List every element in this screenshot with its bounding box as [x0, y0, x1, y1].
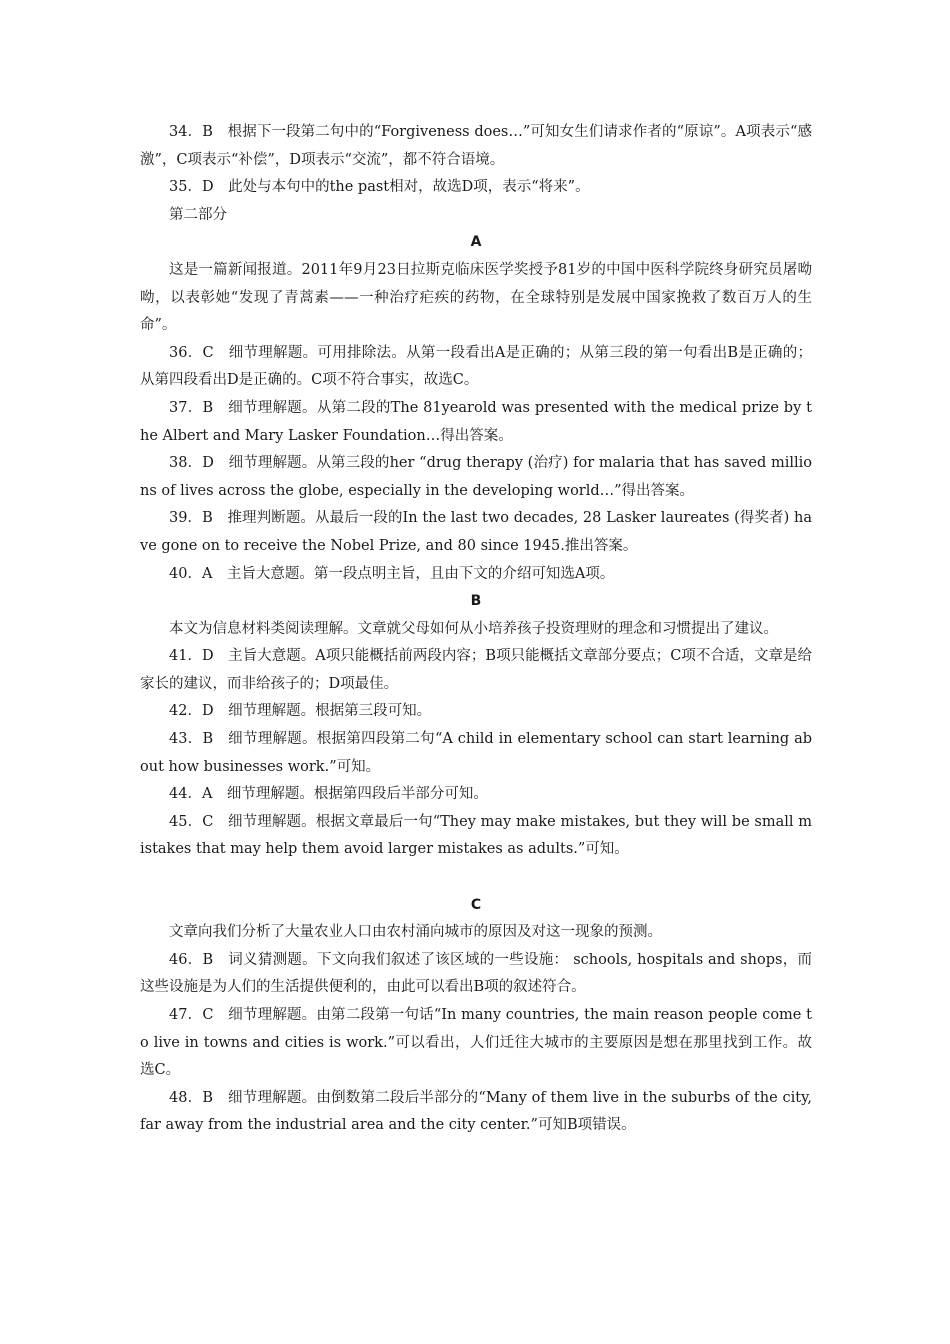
answer-48: 48．B 细节理解题。由倒数第二段后半部分的“Many of them live in the suburbs of the city, far away from the industrial area and the city center.”可知B项错误。: [140, 1089, 812, 1134]
answer-key-body: [140, 119, 812, 1140]
answer-40: 40．A 主旨大意题。第一段点明主旨，且由下文的介绍可知选A项。: [169, 565, 615, 582]
section-a-intro: 这是一篇新闻报道。2011年9月23日拉斯克临床医学奖授予81岁的中国中医科学院终身研究员屠呦呦，以表彰她“发现了青蒿素——一种治疗疟疾的药物，在全球特别是发展中国家挽救了数百万人的生命”。: [140, 261, 812, 334]
answer-42: 42．D 细节理解题。根据第三段可知。: [169, 703, 432, 720]
section-c-heading: C: [470, 896, 482, 913]
answer-36: 36．C 细节理解题。可用排除法。从第一段看出A是正确的；从第三段的第一句看出B是正确的；从第四段看出D是正确的。C项不符合事实，故选C。: [140, 344, 812, 389]
answer-35: 35．D 此处与本句中的the past相对，故选D项，表示“将来”。: [169, 179, 590, 196]
answer-34: 34．B 根据下一段第二句中的“Forgiveness does…”可知女生们请求作者的“原谅”。A项表示“感激”，C项表示“补偿”，D项表示“交流”，都不符合语境。: [140, 124, 812, 168]
answer-38: 38．D 细节理解题。从第三段的her “drug therapy (治疗) for malaria that has saved millions of lives across the globe, especially in the developing world…”得出答案。: [140, 455, 812, 499]
answer-43: 43．B 细节理解题。根据第四段第二句“A child in elementary school can start learning about how businesses work.”可知。: [140, 731, 812, 775]
answer-47: 47．C 细节理解题。由第二段第一句话“In many countries, the main reason people come to live in towns and cities is work.”可以看出，人们迁往大城市的主要原因是想在那里找到工作。故选C。: [140, 1007, 812, 1079]
section-b-intro: 本文为信息材料类阅读理解。文章就父母如何从小培养孩子投资理财的理念和习惯提出了建议。: [169, 620, 778, 637]
section-c-intro: 文章向我们分析了大量农业人口由农村涌向城市的原因及对这一现象的预测。: [169, 924, 662, 941]
section-a-heading: A: [470, 234, 482, 251]
part-two-label: 第二部分: [169, 206, 227, 223]
section-gap: [140, 864, 812, 892]
answer-37: 37．B 细节理解题。从第二段的The 81yearold was presented with the medical prize by the Albert and Mary Lasker Foundation…得出答案。: [140, 399, 812, 444]
answer-39: 39．B 推理判断题。从最后一段的In the last two decades, 28 Lasker laureates (得奖者) have gone on to receive the Nobel Prize, and 80 since 1945.推出答案。: [140, 510, 812, 554]
answer-44: 44．A 细节理解题。根据第四段后半部分可知。: [169, 786, 488, 803]
answer-46: 46．B 词义猜测题。下文向我们叙述了该区域的一些设施： schools, hospitals and shops，而这些设施是为人们的生活提供便利的，由此可以看出B项的叙述符合。: [140, 951, 812, 996]
section-b-heading: B: [470, 593, 482, 610]
answer-41: 41．D 主旨大意题。A项只能概括前两段内容；B项只能概括文章部分要点；C项不合适，文章是给家长的建议，而非给孩子的；D项最佳。: [140, 648, 812, 692]
answer-45: 45．C 细节理解题。根据文章最后一句“They may make mistakes, but they will be small mistakes that may help them avoid larger mistakes as adults.”可知。: [140, 813, 812, 858]
